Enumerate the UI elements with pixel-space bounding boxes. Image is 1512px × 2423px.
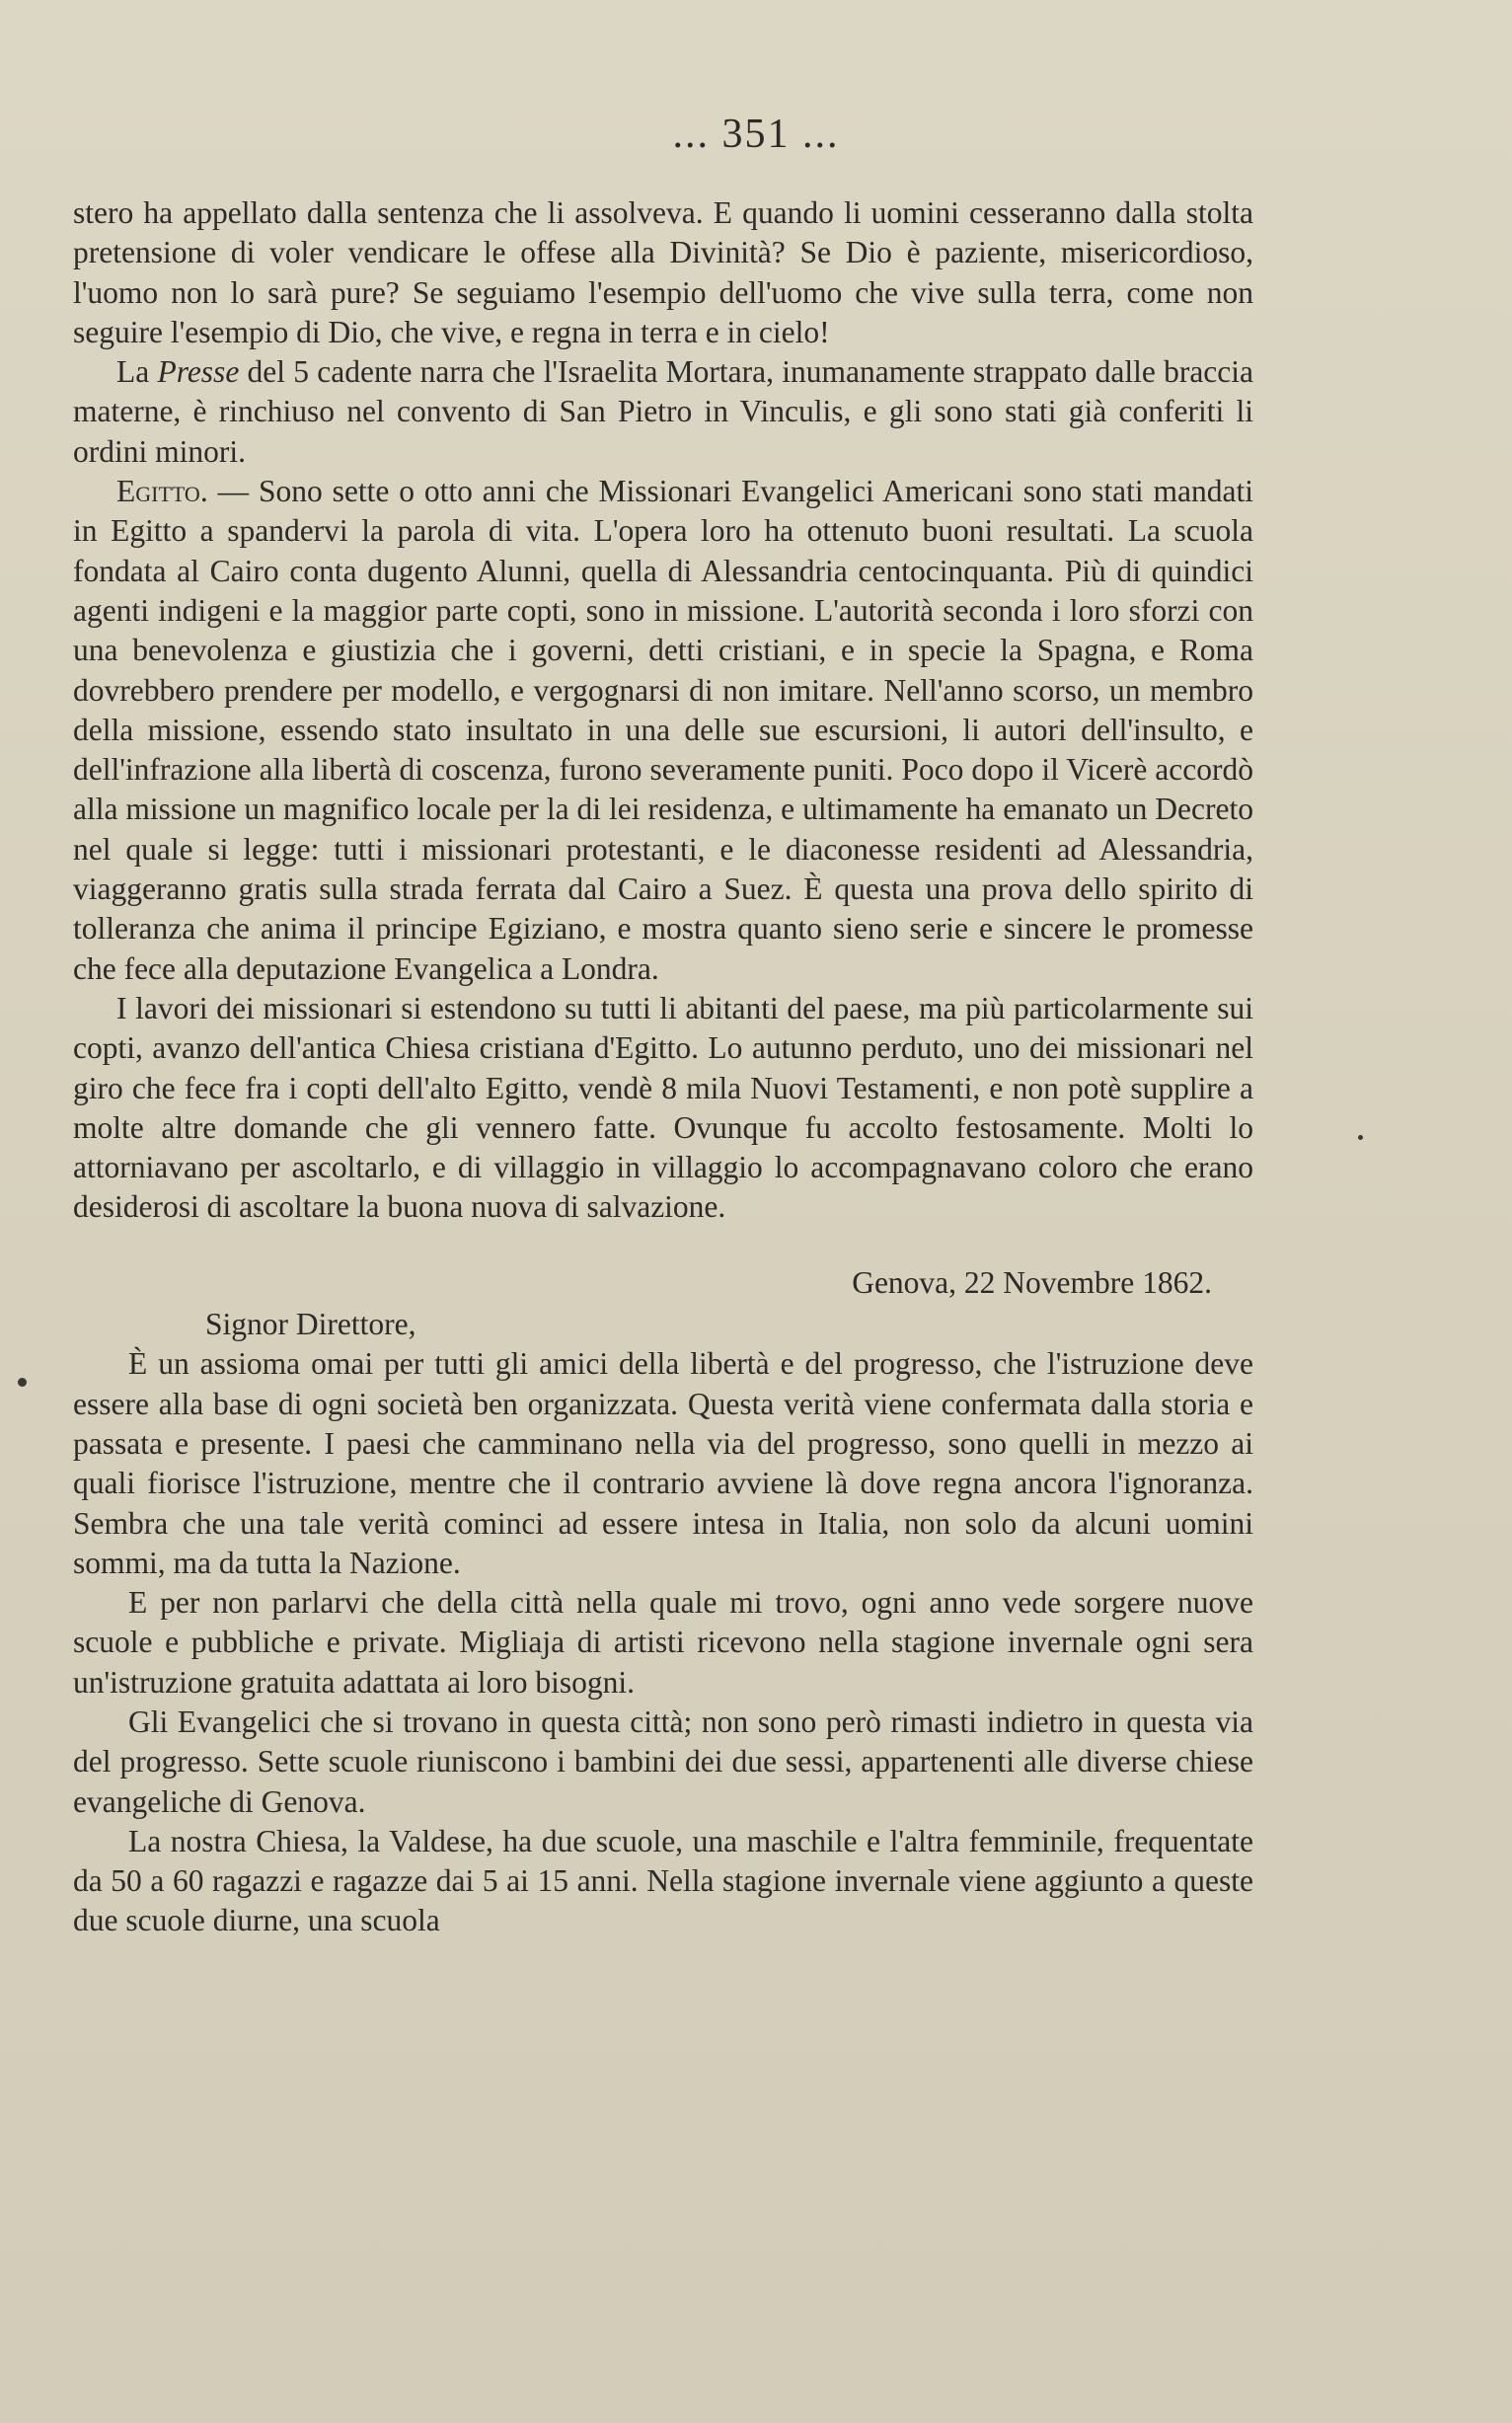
paragraph-3-rest: — Sono sette o otto anni che Missionari Evangelici Americani sono stati mandati in Egitto a spandervi la parola di vita. L'opera loro ha ottenuto buoni resultati. La scuola fondata al Cairo conta dugento Alunni, quella di Alessandria centocinquanta. Più di quindici agenti indigeni e la maggior parte copti, sono in missione. L'autorità seconda i loro sforzi con una benevolenza e giustizia che i governi, detti cristiani, e in specie la Spagna, e Roma dovrebbero prendere per modello, e vergognarsi di non imitare. Nell'anno scorso, un membro della missione, essendo stato insultato in una delle sue escursioni, li autori dell'insulto, e dell'infrazione alla libertà di coscenza, furono severamente puniti. Poco dopo il Vicerè accordò alla missione un magnifico locale per la di lei residenza, e ultimamente ha emanato un Decreto nel quale si legge: tutti i missionari protestanti, e le diaconesse residenti ad Alessandria, viaggeranno gratis sulla strada ferrata dal Cairo a Suez. È questa una prova dello spirito di tolleranza che anima il principe Egiziano, e mostra quanto sieno serie e sincere le promesse che fece alla deputazione Evangelica a Londra.: [73, 474, 1253, 986]
paragraph-3: [73, 472, 1253, 989]
paragraph-8: La nostra Chiesa, la Valdese, ha due scuole, una maschile e l'altra femminile, frequentate da 50 a 60 ragazzi e ragazze dai 5 ai 15 anni. Nella stagione invernale viene aggiunto a queste due scuole diurne, una scuola: [73, 1823, 1253, 1938]
paragraph-1: stero ha appellato dalla sentenza che li assolveva. E quando li uomini cesseranno dalla stolta pretensione di voler vendicare le offese alla Divinità? Se Dio è paziente, misericordioso, l'uomo non lo sarà pure? Se seguiamo l'esempio dell'uomo che vive sulla terra, come non seguire l'esempio di Dio, che vive, e regna in terra e in cielo!: [73, 195, 1253, 349]
section-heading-egitto: Egitto.: [116, 474, 208, 509]
ink-speck: [18, 1378, 27, 1387]
paragraph-5: È un assioma omai per tutti gli amici della libertà e del progresso, che l'istruzione deve essere alla base di ogni società ben organizzata. Questa verità viene confermata dalla storia e passata e presente. I paesi che camminano nella via del progresso, sono quelli in mezzo ai quali fiorisce l'istruzione, mentre che il contrario avviene là dove regna ancora l'ignoranza. Sembra che una tale verità cominci ad essere intesa in Italia, non solo da alcuni uomini sommi, ma da tutta la Nazione.: [73, 1346, 1253, 1580]
body-text: [73, 193, 1253, 1941]
newspaper-title: Presse: [157, 354, 240, 390]
letter-date: Genova, 22 Novembre 1862.: [852, 1264, 1212, 1300]
paragraph-2-lead: La: [116, 354, 150, 390]
paragraph-4: I lavori dei missionari si estendono su tutti li abitanti del paese, ma più particolarmente sui copti, avanzo dell'antica Chiesa cristiana d'Egitto. Lo autunno perduto, uno dei missionari nel giro che fece fra i copti dell'alto Egitto, vendè 8 mila Nuovi Testamenti, e non potè supplire a molte altre domande che gli vennero fatte. Ovunque fu accolto festosamente. Molti lo attorniavano per ascoltarlo, e di villaggio in villaggio lo accompagnavano coloro che erano desiderosi di ascoltare la buona nuova di salvazione.: [73, 990, 1253, 1225]
letter-salutation: Signor Direttore,: [205, 1307, 416, 1342]
paragraph-2-rest: del 5 cadente narra che l'Israelita Mortara, inumanamente strappato dalle braccia materne, è rinchiuso nel convento di San Pietro in Vinculis, e gli sono stati già conferiti li ordini minori.: [73, 354, 1254, 469]
paragraph-2: [73, 352, 1253, 472]
paragraph-7: Gli Evangelici che si trovano in questa città; non sono però rimasti indietro in questa via del progresso. Sette scuole riuniscono i bambini dei due sessi, appartenenti alle diverse chiese evangeliche di Genova.: [73, 1704, 1253, 1819]
paragraph-6: E per non parlarvi che della città nella quale mi trovo, ogni anno vede sorgere nuove scuole e pubbliche e private. Migliaja di artisti ricevono nella stagione invernale ogni sera un'istruzione gratuita adattata ai loro bisogni.: [73, 1585, 1253, 1700]
ink-speck: [1358, 1135, 1363, 1140]
page-number: ... 351 ...: [672, 112, 840, 157]
